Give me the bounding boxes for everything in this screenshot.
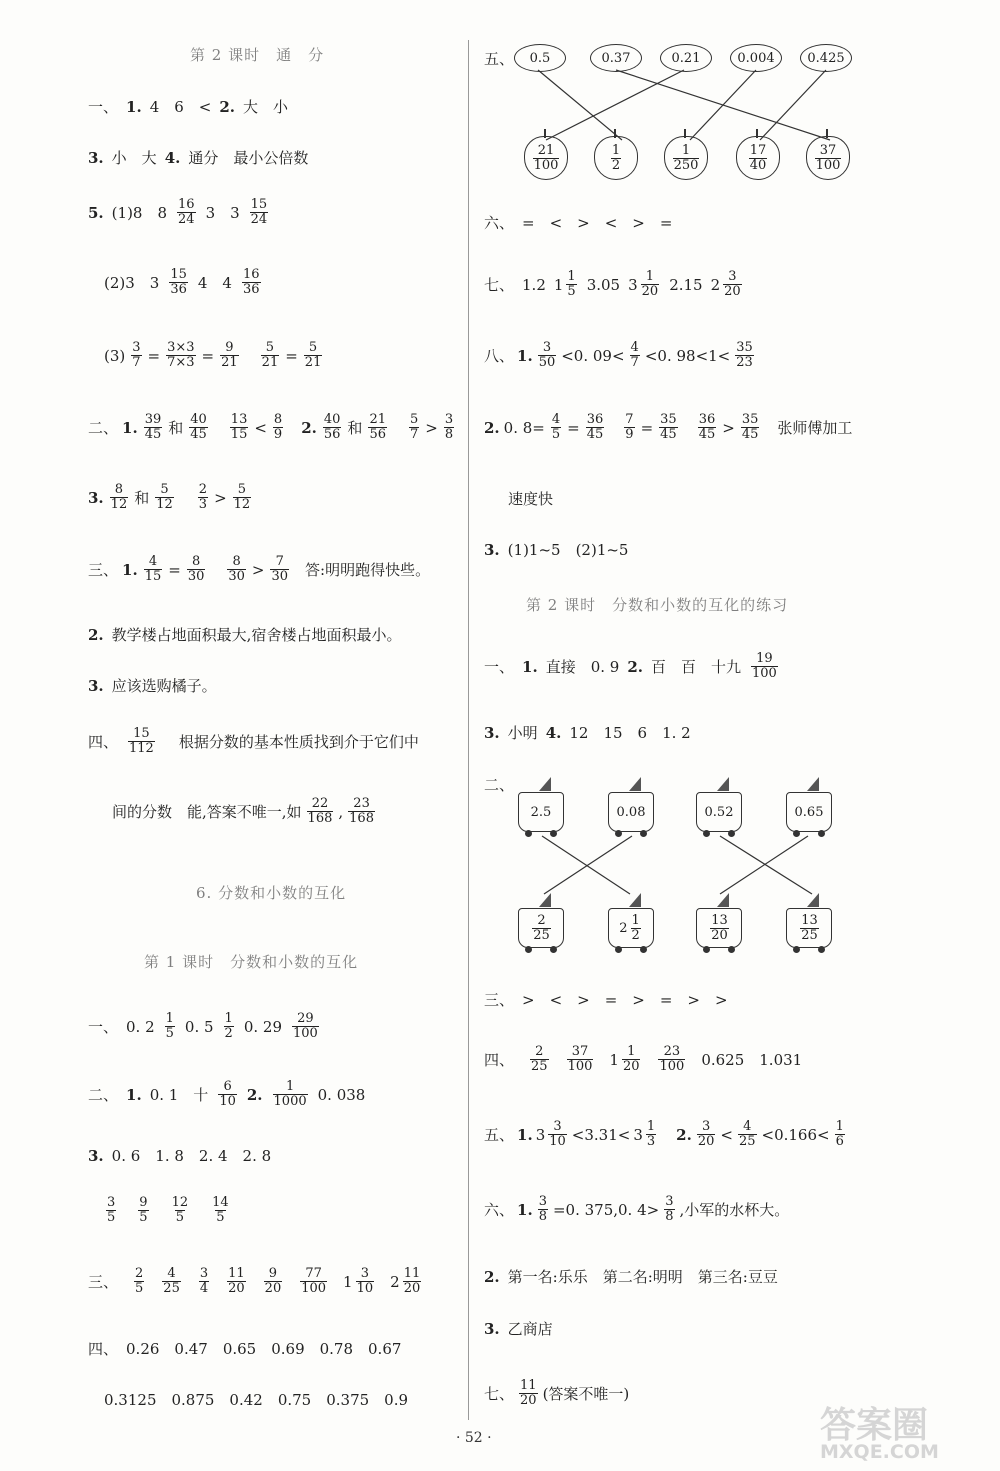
fraction: 15 24 [250, 197, 268, 227]
answer-text: (3) [104, 346, 126, 365]
answer-line [88, 1012, 321, 1041]
item-number: 2. [484, 1267, 500, 1286]
item-number: 2. [301, 418, 317, 437]
item-number: 3. [484, 540, 500, 559]
answer-text: <0. 98<1< [644, 346, 731, 365]
answer-text: 张师傅加工 [777, 419, 853, 437]
answer-line [104, 1389, 408, 1410]
answer-text: > < > = > = > > [522, 991, 728, 1009]
question-label: 二、 [88, 419, 119, 437]
fraction: $\frac{3}{8}$ [538, 1194, 547, 1224]
cart-decimal: 0.08 [608, 792, 654, 832]
answer-text: 4 4 [197, 274, 232, 292]
item-number: 1. [517, 1200, 533, 1219]
item-number: 1. [517, 346, 533, 365]
fraction: 21 56 [369, 412, 386, 442]
cart-decimal: 0.65 [786, 792, 832, 832]
question-label: 六、 [484, 214, 515, 232]
fraction: $\frac{3}{7}$ [132, 340, 141, 370]
fraction: 3 4 [199, 1266, 209, 1296]
symbol: = [201, 346, 215, 365]
symbol: > [251, 560, 265, 579]
answer-text: (1)8 8 [111, 204, 168, 222]
answer-line [88, 1338, 401, 1359]
answer-text: 1.2 [522, 275, 546, 294]
answer-text: 小 大 [111, 149, 157, 167]
symbol: , [338, 802, 344, 821]
fraction: 2 25 [531, 1044, 548, 1074]
fraction: $\frac{8}{30}$ [187, 554, 205, 584]
item-number: 3. [484, 723, 500, 742]
decimal-oval: 0.425 [800, 44, 852, 72]
cart-fraction: 13 20 [696, 908, 742, 948]
fraction: 8 9 [273, 412, 283, 442]
answer-text: (1)1~5 (2)1~5 [507, 541, 629, 559]
question-label: 二、 [88, 1086, 119, 1104]
fraction: 39 45 [144, 412, 162, 442]
item-number: 2. [246, 1085, 263, 1104]
fraction: $\frac{4}{5}$ [551, 412, 561, 442]
fraction: 3 5 [107, 1195, 116, 1225]
answer-text: =0. 375,0. 4> [552, 1200, 660, 1219]
fraction: 15 112 [129, 726, 154, 756]
symbol: = [640, 418, 654, 437]
answer-text: 0.26 0.47 0.65 0.69 0.78 0.67 [126, 1340, 402, 1358]
answer-text: 应该选购橘子。 [111, 677, 217, 695]
mixed-number: 1 3 10 [343, 1266, 374, 1296]
fraction: 23 100 [659, 1044, 685, 1074]
fraction: 5 12 [233, 482, 251, 512]
question-label: 五、 [484, 1126, 515, 1144]
item-number: 1. [517, 1125, 533, 1144]
item-number: 1. [122, 418, 138, 437]
cart-fraction: 2 1 2 [608, 908, 654, 948]
watermark-text: 答案圈 [820, 1405, 929, 1446]
item-number: 2. [219, 97, 236, 116]
fraction: $\frac{9}{21}$ [221, 340, 238, 370]
symbol: > [214, 488, 227, 507]
answer-line [88, 1145, 271, 1166]
answer-text: 第一名:乐乐 第二名:明明 第三名:豆豆 [507, 1268, 778, 1286]
item-number: 3. [484, 1319, 500, 1338]
fraction: 19 100 [752, 651, 777, 681]
fraction: $\frac{7}{9}$ [625, 412, 634, 442]
answer-text: 间的分数 能,答案不唯一,如 [112, 803, 302, 821]
fraction: $\frac{5}{21}$ [304, 340, 322, 370]
question-label: 三、 [88, 561, 119, 579]
answer-text: 0. 1 十 [149, 1086, 209, 1104]
question-label: 四、 [88, 1340, 119, 1358]
fraction: 1 2 [224, 1011, 233, 1041]
fraction: 2 3 [198, 482, 208, 512]
answer-text: 4 6 < [149, 98, 212, 116]
decimal-oval: 0.004 [730, 44, 782, 72]
decimal-oval: 0.37 [590, 44, 642, 72]
cart-decimal: 2.5 [518, 792, 564, 832]
item-number: 1. [126, 97, 142, 116]
fraction: 13 15 [230, 412, 248, 442]
fraction: 35 45 [741, 412, 759, 442]
question-label: 一、 [88, 1018, 119, 1036]
answer-line [484, 1195, 789, 1224]
fraction: $\frac{36}{45}$ [586, 412, 604, 442]
answer-text: 0. 038 [317, 1085, 366, 1104]
fraction: $\frac{5}{21}$ [261, 340, 279, 370]
question-label: 七、 [484, 1385, 515, 1403]
section-heading-lesson1: 第 1 课时 分数和小数的互化 [144, 953, 359, 971]
fraction: 8 30 [228, 554, 245, 584]
answer-text: 通分 最小公倍数 [188, 149, 309, 167]
symbol: < [254, 418, 267, 437]
apple-fraction: 1 2 [594, 136, 638, 180]
symbol: > [722, 418, 735, 437]
answer-text: <3.31< [571, 1125, 631, 1144]
fraction: 14 5 [212, 1195, 229, 1225]
fraction: 15 36 [170, 267, 187, 297]
fraction: $\frac{35}{45}$ [660, 412, 677, 442]
answer-text: 0. 5 [184, 1017, 214, 1036]
fraction: 5 12 [156, 482, 173, 512]
mixed-number: 3 3 10 [535, 1119, 566, 1149]
mixed-number: 3 1 3 [633, 1119, 656, 1149]
answer-line [104, 1196, 232, 1225]
question-label: 三、 [88, 1273, 119, 1291]
question-label: 二、 [484, 776, 515, 794]
answer-text: 2.15 [669, 275, 703, 294]
item-number: 5. [88, 203, 104, 222]
mixed-number: 2 11 20 [390, 1266, 421, 1296]
fraction: 36 45 [698, 412, 716, 442]
question-label: 一、 [88, 98, 119, 116]
answer-text: 答:明明跑得快些。 [305, 561, 431, 579]
fraction: 29 100 [293, 1011, 318, 1041]
fraction: 35 23 [736, 340, 753, 370]
item-number: 2. [676, 1125, 692, 1144]
fraction: 11 20 [520, 1378, 537, 1408]
apple-fraction: 1 250 [664, 136, 708, 180]
answer-text: 速度快 [508, 490, 554, 508]
mixed-number: 2 3 20 [710, 269, 741, 299]
question-label: 五、 [484, 50, 515, 68]
watermark-logo [800, 1395, 990, 1465]
answer-line [88, 1080, 365, 1109]
item-number: 2. [484, 418, 500, 437]
answer-text: 小明 [507, 724, 538, 742]
item-number: 2. [627, 657, 643, 676]
symbol: = [285, 346, 298, 365]
cart-decimal: 0.52 [696, 792, 742, 832]
decimal-oval: 0.5 [514, 44, 566, 72]
fraction: 22 168 [307, 796, 333, 826]
answer-text: 教学楼占地面积最大,宿舍楼占地面积最小。 [111, 626, 402, 644]
answer-line [484, 1120, 847, 1149]
section-heading-tongfen: 第 2 课时 通 分 [190, 46, 325, 64]
answer-text: 0.625 1.031 [701, 1051, 803, 1069]
fraction: 5 7 [409, 412, 419, 442]
symbol: = [567, 418, 580, 437]
fraction: 6 10 [219, 1079, 236, 1109]
fraction: 3 20 [697, 1119, 715, 1149]
question-label: 七、 [484, 276, 515, 294]
answer-text: ,小军的水杯大。 [679, 1201, 790, 1219]
watermark-url: MXQE.COM [820, 1441, 939, 1463]
cart-fraction: 2 25 [518, 908, 564, 948]
answer-text: 3.05 [586, 275, 621, 294]
fraction: 40 45 [190, 412, 207, 442]
question-label: 六、 [484, 1201, 515, 1219]
item-number: 3. [88, 1146, 104, 1165]
answer-text: 百 百 十九 [650, 658, 741, 676]
answer-text: 直接 0. 9 [545, 658, 620, 676]
mixed-number: 1 1 5 [553, 269, 576, 299]
mixed-number: 3 1 20 [628, 269, 659, 299]
section-heading-lesson2: 第 2 课时 分数和小数的互化的练习 [526, 596, 789, 614]
question-label: 四、 [484, 1051, 515, 1069]
answer-text: = < > < > = [522, 214, 673, 232]
item-number: 3. [88, 676, 104, 695]
fraction: 4 25 [163, 1266, 180, 1296]
fraction: $\frac{4}{15}$ [144, 554, 162, 584]
page-number: · 52 · [456, 1430, 492, 1446]
fraction: 16 24 [178, 197, 195, 227]
mixed-number: 1 1 20 [609, 1044, 640, 1074]
answer-text: 12 15 6 1. 2 [569, 724, 691, 742]
fraction: 1 6 [835, 1119, 844, 1149]
fraction: 3 8 [665, 1194, 674, 1224]
item-number: 3. [88, 488, 104, 507]
answer-text: <0.166< [761, 1125, 830, 1144]
unit-heading: 6. 分数和小数的互化 [196, 884, 347, 902]
question-label: 一、 [484, 658, 515, 676]
fraction: 7 30 [271, 554, 289, 584]
fraction: 3 50 [538, 340, 556, 370]
item-number: 2. [88, 625, 104, 644]
fraction: 40 56 [323, 412, 341, 442]
answer-text: 0. 29 [243, 1017, 282, 1036]
decimal-oval: 0.21 [660, 44, 712, 72]
symbol: < [720, 1125, 733, 1144]
answer-text: 0. 8= [503, 418, 545, 437]
question-label: 三、 [484, 991, 515, 1009]
answer-text: 根据分数的基本性质找到介于它们中 [178, 733, 419, 751]
answer-text: 0. 2 [126, 1017, 155, 1036]
answer-line [484, 1318, 553, 1339]
answer-text: 乙商店 [507, 1320, 553, 1338]
answer-text: 0. 6 1. 8 2. 4 2. 8 [111, 1147, 272, 1165]
item-number: 3. [88, 148, 104, 167]
connector-text: 和 [347, 419, 363, 437]
connector-text: 和 [168, 419, 184, 437]
item-number: 4. [164, 148, 181, 167]
apple-fraction: 17 40 [736, 136, 780, 180]
answer-text: <0. 09< [561, 346, 625, 365]
answer-line [484, 1266, 778, 1287]
answer-text: (答案不唯一) [542, 1385, 630, 1403]
item-number: 1. [126, 1085, 142, 1104]
fraction: 9 20 [264, 1266, 282, 1296]
fraction: 4 7 [630, 340, 639, 370]
fraction: 16 36 [242, 267, 260, 297]
answer-text: 0.3125 0.875 0.42 0.75 0.375 0.9 [104, 1391, 409, 1409]
fraction: 8 12 [110, 482, 128, 512]
fraction: 3 8 [444, 412, 454, 442]
answer-line [484, 1045, 802, 1074]
fraction: 77 100 [301, 1266, 327, 1296]
symbol: = [168, 560, 181, 579]
symbol: = [147, 346, 161, 365]
fraction: 1 1000 [273, 1079, 307, 1109]
item-number: 4. [545, 723, 562, 742]
fraction: 37 100 [567, 1044, 593, 1074]
fraction: 1 5 [165, 1011, 174, 1041]
fraction: 9 5 [139, 1195, 148, 1225]
question-label: 四、 [88, 733, 119, 751]
fraction: 12 5 [171, 1195, 189, 1225]
answer-text: 3 3 [205, 204, 240, 222]
symbol: > [425, 418, 438, 437]
apple-fraction: 21 100 [524, 136, 568, 180]
fraction: 23 168 [349, 796, 374, 826]
answer-line [484, 989, 728, 1010]
answer-line [484, 1379, 629, 1408]
answer-line [88, 1267, 423, 1296]
cart-fraction: 13 25 [786, 908, 832, 948]
item-number: 1. [122, 560, 138, 579]
question-label: 八、 [484, 347, 515, 365]
fraction: 11 20 [228, 1266, 245, 1296]
answer-text: (2)3 3 [104, 274, 160, 292]
apple-fraction: 37 100 [806, 136, 850, 180]
fraction: 2 5 [135, 1266, 144, 1296]
connector-text: 和 [134, 489, 150, 507]
fraction: $\frac{3\times 3}{7\times 3}$ [167, 340, 195, 370]
fraction: 4 25 [738, 1119, 756, 1149]
item-number: 1. [522, 657, 538, 676]
answer-text: 大 小 [243, 98, 289, 116]
